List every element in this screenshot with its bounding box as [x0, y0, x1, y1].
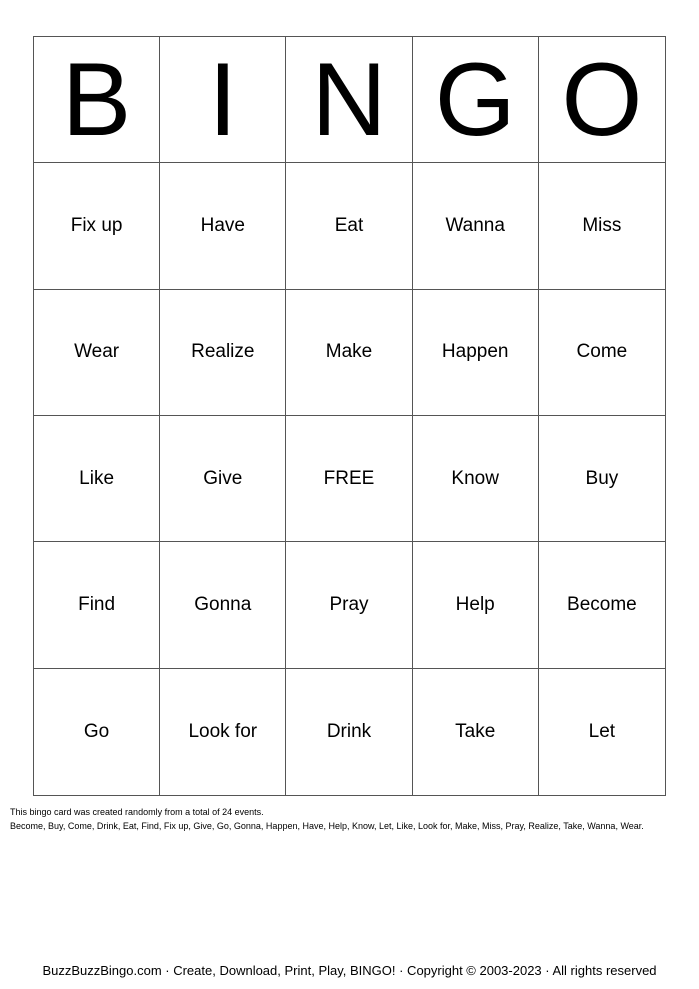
- bingo-cell: Wear: [34, 290, 160, 416]
- bingo-cell: Wanna: [413, 163, 539, 289]
- bingo-cell: Find: [34, 542, 160, 668]
- bingo-cell: Miss: [539, 163, 665, 289]
- header-letter-b: B: [34, 37, 160, 163]
- bingo-cell: Pray: [286, 542, 412, 668]
- bingo-cell: Like: [34, 416, 160, 542]
- bingo-cell: Give: [160, 416, 286, 542]
- free-space-cell: FREE: [286, 416, 412, 542]
- event-list-note: Become, Buy, Come, Drink, Eat, Find, Fix up, Give, Go, Gonna, Happen, Have, Help, Know, Let, Like, Look for, Make, Miss, Pray, Realize, Take, Wanna, Wear.: [10, 821, 644, 831]
- bingo-cell: Know: [413, 416, 539, 542]
- bingo-cell: Have: [160, 163, 286, 289]
- bingo-cell: Go: [34, 669, 160, 795]
- bingo-cell: Happen: [413, 290, 539, 416]
- header-letter-n: N: [286, 37, 412, 163]
- bingo-cell: Take: [413, 669, 539, 795]
- page-footer: BuzzBuzzBingo.com · Create, Download, Print, Play, BINGO! · Copyright © 2003-2023 · All rights reserved: [42, 963, 657, 978]
- header-letter-g: G: [413, 37, 539, 163]
- header-letter-i: I: [160, 37, 286, 163]
- bingo-cell: Look for: [160, 669, 286, 795]
- bingo-cell: Drink: [286, 669, 412, 795]
- bingo-cell: Come: [539, 290, 665, 416]
- bingo-cell: Help: [413, 542, 539, 668]
- bingo-cell: Fix up: [34, 163, 160, 289]
- bingo-cell: Realize: [160, 290, 286, 416]
- bingo-grid: [33, 36, 666, 796]
- card-info-note: This bingo card was created randomly from a total of 24 events.: [10, 807, 264, 817]
- bingo-cell: Buy: [539, 416, 665, 542]
- bingo-cell: Let: [588, 720, 616, 742]
- bingo-cell: Gonna: [160, 542, 286, 668]
- bingo-cell: Eat: [286, 163, 412, 289]
- bingo-cell: Become: [539, 542, 665, 668]
- header-letter-o: O: [539, 37, 665, 163]
- bingo-cell: Make: [286, 290, 412, 416]
